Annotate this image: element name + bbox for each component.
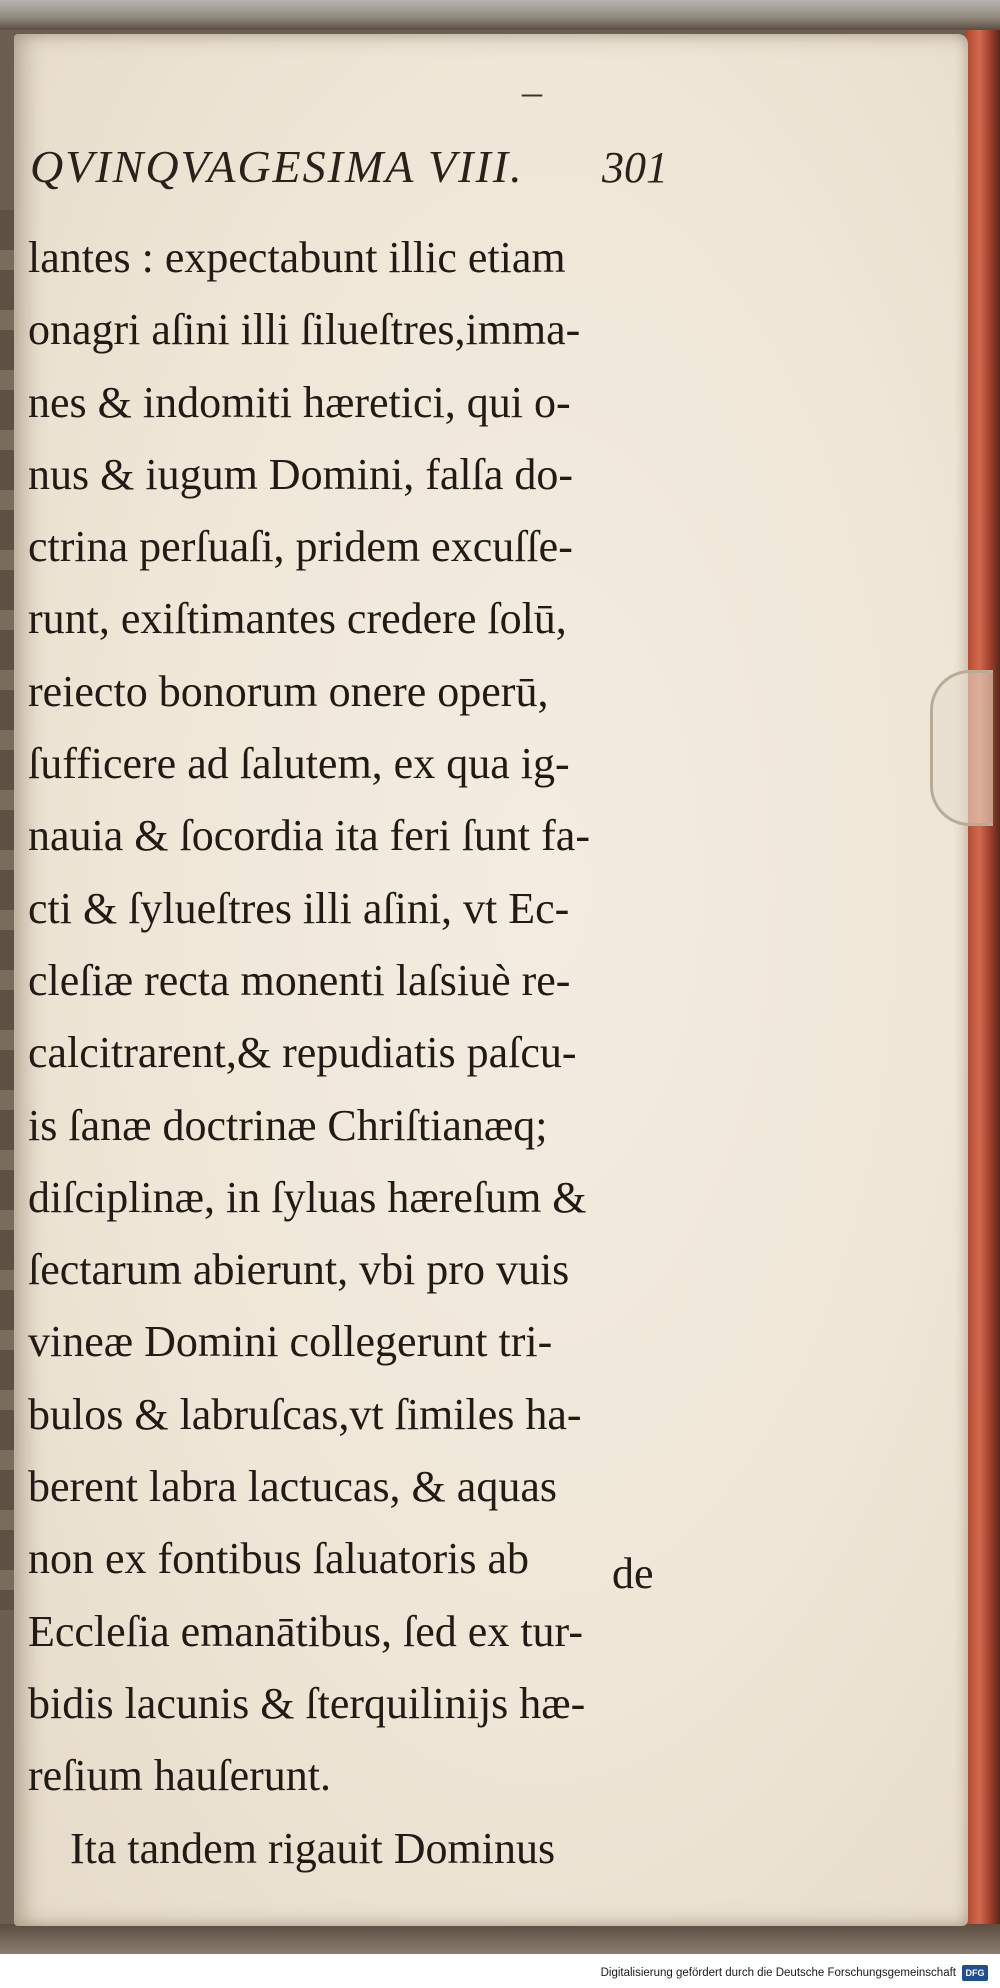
text-line: calcitrarent,& repudiatis paſcu- (28, 1028, 577, 1078)
text-line: non ex fontibus ſaluatoris ab (28, 1534, 530, 1584)
text-line: cti & ſylueſtres illi aſini, vt Ec- (28, 883, 570, 933)
book-edge-top (0, 0, 1000, 30)
text-line: berent labra lactucas, & aquas (28, 1462, 557, 1512)
text-line: runt, exiſtimantes credere ſolū, (28, 594, 567, 644)
gutter-edge (0, 210, 14, 1610)
text-line: is ſanæ doctrinæ Chriſtianæq; (28, 1100, 548, 1150)
funding-credit-text: Digitalisierung gefördert durch die Deutsche Forschungsgemeinschaft (600, 1967, 956, 1979)
text-line: cleſiæ recta monenti laſsiuè re- (28, 955, 571, 1005)
book-edge-right (966, 30, 1000, 1955)
text-line: bidis lacunis & ſterquilinijs hæ- (28, 1678, 586, 1728)
body-text (28, 222, 688, 1885)
text-line: nauia & ſocordia ita feri ſunt fa- (28, 811, 590, 861)
running-title: QVINQVAGESIMA VIII. (30, 141, 524, 192)
footer-band (0, 1954, 1000, 1988)
text-line: vineæ Domini collegerunt tri- (28, 1317, 553, 1367)
book-edge-bottom (0, 1924, 1000, 1954)
text-line: lantes : expectabunt illic etiam (28, 233, 566, 282)
dfg-logo-icon: DFG (962, 1965, 988, 1981)
paragraph-start-line: Ita tandem rigauit Dominus (70, 1823, 556, 1873)
text-line: ſufficere ad ſalutem, ex qua ig- (28, 739, 570, 789)
page-number: 301 (602, 143, 668, 192)
text-line: diſciplinæ, in ſyluas hæreſum & (28, 1172, 587, 1222)
text-line: reſium hauſerunt. (28, 1751, 332, 1801)
funding-credit (601, 1965, 988, 1981)
page-tab-marker (930, 670, 993, 826)
text-line: reiecto bonorum onere operū, (28, 666, 549, 716)
text-line: nus & iugum Domini, falſa do- (28, 449, 574, 499)
text-line: bulos & labruſcas,vt ſimiles ha- (28, 1389, 582, 1439)
text-line: Eccleſia emanātibus, ſed ex tur- (28, 1606, 583, 1656)
signature-mark: – (522, 69, 542, 114)
catchword: de (612, 1549, 654, 1598)
text-line: nes & indomiti hæretici, qui o- (28, 377, 571, 427)
text-line: ctrina perſuaſi, pridem excuſſe- (28, 522, 573, 572)
running-header (30, 140, 670, 193)
text-line: ſectarum abierunt, vbi pro vuis (28, 1245, 570, 1295)
text-line: onagri aſini illi ſilueſtres,imma- (28, 305, 581, 355)
